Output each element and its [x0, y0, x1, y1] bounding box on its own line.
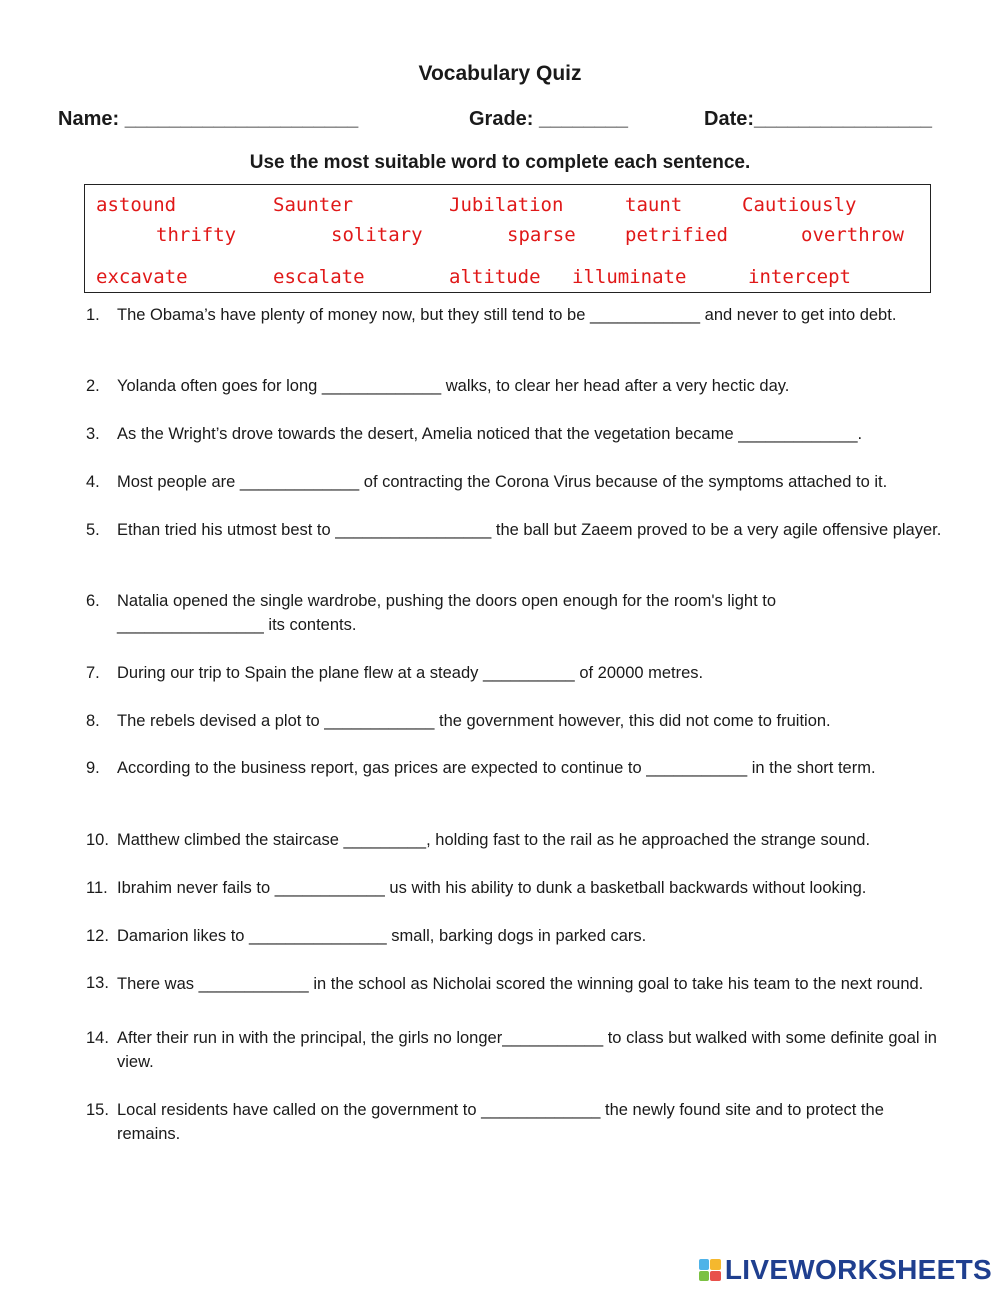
brand-name: LIVEWORKSHEETS	[724, 1254, 992, 1285]
question-text: Damarion likes to _______________ small, barking dogs in parked cars.	[117, 927, 647, 945]
word-bank-item: illuminate	[572, 266, 687, 288]
question-text: Most people are _____________ of contracting the Corona Virus because of the symptoms attached to it.	[117, 473, 888, 491]
question-text: Matthew climbed the staircase _________, holding fast to the rail as he approached the strange sound.	[117, 831, 871, 849]
liveworksheets-logo[interactable]	[699, 1254, 992, 1286]
question-text: The rebels devised a plot to ____________ the government however, this did not come to fruition.	[117, 712, 831, 730]
question-number: 9.	[86, 759, 100, 777]
question-number: 2.	[86, 377, 100, 395]
question-number: 5.	[86, 521, 100, 539]
question-text: Ibrahim never fails to ____________ us with his ability to dunk a basketball backwards without looking.	[117, 879, 867, 897]
question-text: The Obama’s have plenty of money now, but they still tend to be ____________ and never to get into debt.	[117, 306, 897, 324]
word-bank-item: sparse	[507, 224, 576, 246]
word-bank	[84, 184, 931, 293]
question-number: 3.	[86, 425, 100, 443]
question-number: 11.	[86, 879, 108, 897]
page-title: Vocabulary Quiz	[418, 62, 582, 85]
question-text: Yolanda often goes for long _____________ walks, to clear her head after a very hectic day.	[117, 377, 790, 395]
question-text: Natalia opened the single wardrobe, pushing the doors open enough for the room's light to ________________ its contents.	[117, 592, 777, 634]
grade-field-label: Grade: ________	[469, 108, 629, 130]
word-bank-item: astound	[96, 194, 177, 216]
question-text: There was ____________ in the school as Nicholai scored the winning goal to take his team to the next round.	[117, 975, 924, 993]
word-bank-item: solitary	[331, 224, 423, 246]
word-bank-item: escalate	[273, 266, 365, 288]
word-bank-item: overthrow	[801, 224, 904, 246]
word-bank-item: Cautiously	[742, 194, 857, 216]
word-bank-item: Saunter	[273, 194, 354, 216]
word-bank-item: excavate	[96, 266, 188, 288]
word-bank-item: altitude	[449, 266, 541, 288]
question-text: During our trip to Spain the plane flew at a steady __________ of 20000 metres.	[117, 664, 704, 682]
question-number: 7.	[86, 664, 100, 682]
question-number: 1.	[86, 306, 100, 324]
question-text: Local residents have called on the government to _____________ the newly found site and to protect the remains.	[117, 1101, 884, 1143]
word-bank-item: Jubilation	[449, 194, 564, 216]
question-text: According to the business report, gas prices are expected to continue to ___________ in the short term.	[117, 759, 876, 777]
date-field-label: Date:________________	[704, 108, 932, 130]
question-text: After their run in with the principal, the girls no longer___________ to class but walked with some definite goal in view.	[117, 1029, 937, 1071]
word-bank-item: thrifty	[156, 224, 237, 246]
question-number: 14.	[86, 1029, 109, 1047]
word-bank-item: intercept	[748, 266, 851, 288]
word-bank-item: taunt	[625, 194, 683, 216]
instructions: Use the most suitable word to complete each sentence.	[249, 152, 751, 173]
question-text: Ethan tried his utmost best to _________________ the ball but Zaeem proved to be a very agile offensive player.	[117, 521, 942, 539]
question-number: 10.	[86, 831, 109, 849]
question-number: 6.	[86, 592, 100, 610]
question-number: 13.	[86, 974, 109, 992]
question-number: 15.	[86, 1101, 109, 1119]
grid-logo-icon	[699, 1259, 721, 1281]
question-number: 12.	[86, 927, 109, 945]
question-number: 4.	[86, 473, 100, 491]
name-field-label: Name: _____________________	[58, 108, 359, 130]
question-text: As the Wright’s drove towards the desert, Amelia noticed that the vegetation became _____________.	[117, 425, 863, 443]
question-number: 8.	[86, 712, 100, 730]
word-bank-item: petrified	[625, 224, 728, 246]
